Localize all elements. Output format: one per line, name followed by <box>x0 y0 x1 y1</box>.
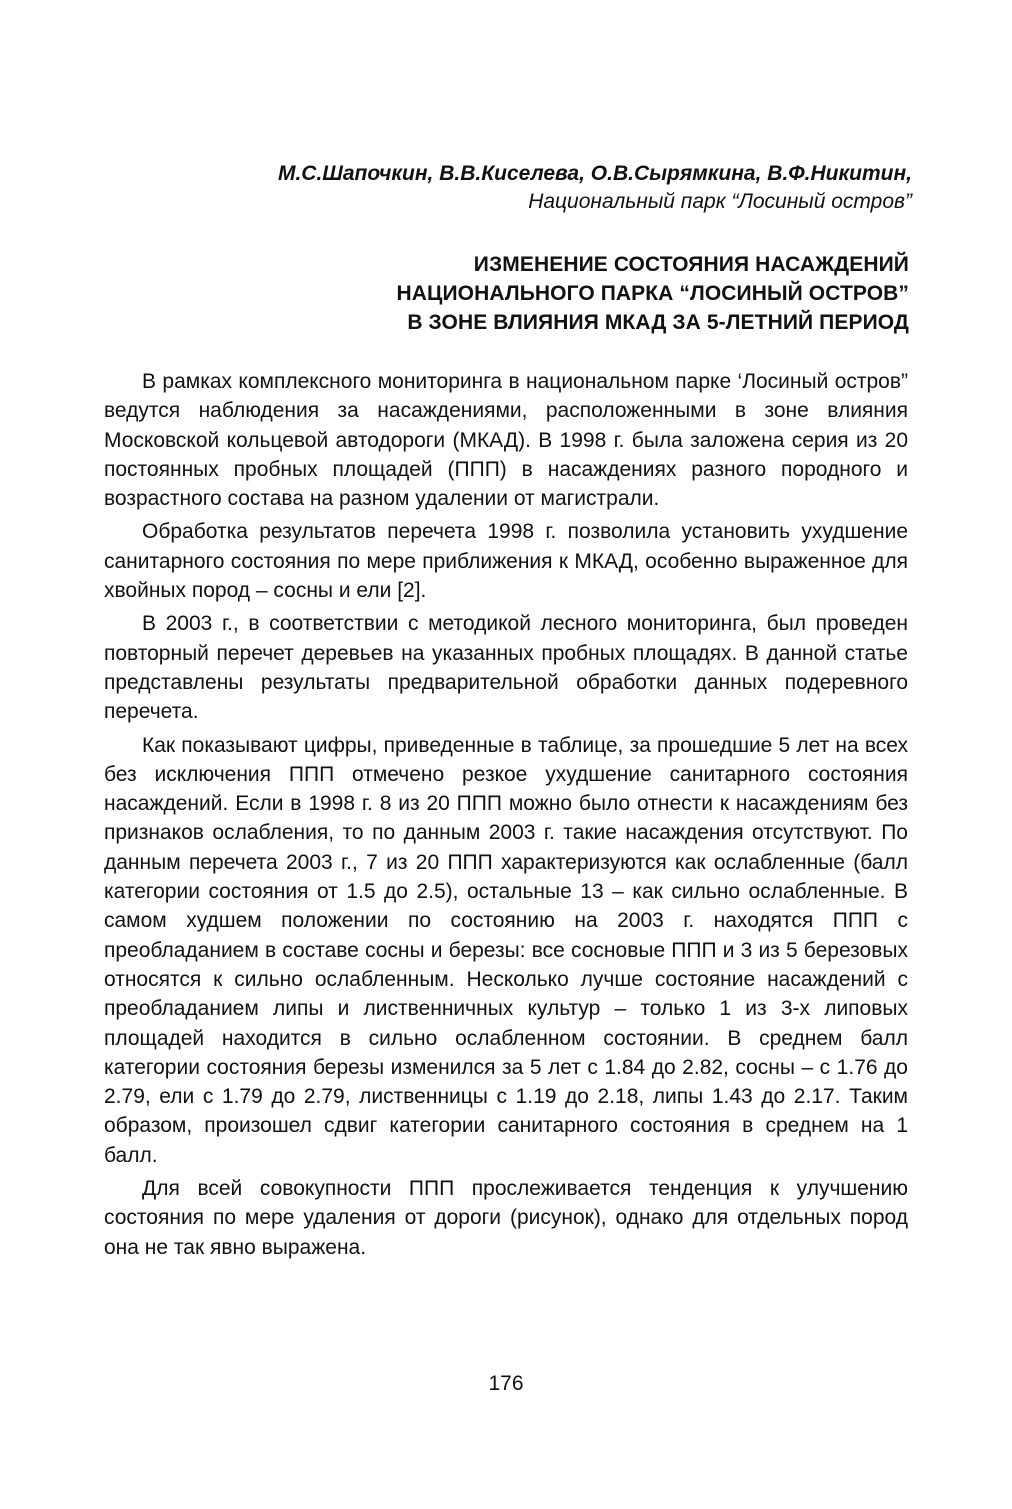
article-body <box>104 367 908 1266</box>
author-affiliation: Национальный парк “Лосиный остров” <box>528 190 912 213</box>
author-block <box>92 160 912 216</box>
body-paragraph: В 2003 г., в соответствии с методикой лесного мониторинга, был проведен повторный перечет деревьев на указанных пробных площадях. В данной статье представлены результаты предварительной обработки данных подеревного перечета. <box>104 612 908 724</box>
title-line: ИЗМЕНЕНИЕ СОСТОЯНИЯ НАСАЖДЕНИЙ <box>473 253 909 276</box>
body-paragraph: Обработка результатов перечета 1998 г. позволила установить ухудшение санитарного состояния по мере приближения к МКАД, особенно выраженное для хвойных пород – сосны и ели [2]. <box>104 520 908 603</box>
body-paragraph: Как показывают цифры, приведенные в таблице, за прошедшие 5 лет на всех без исключения ППП отмечено резкое ухудшение санитарного состояния насаждений. Если в 1998 г. 8 из 20 ППП можно было отнести к насаждениям без признаков ослабления, то по данным 2003 г. такие насаждения отсутствуют. По данным перечета 2003 г., 7 из 20 ППП характеризуются как ослабленные (балл категории состояния от 1.5 до 2.5), остальные 13 – как сильно ослабленные. В самом худшем положении по состоянию на 2003 г. находятся ППП с преобладанием в составе сосны и березы: все сосновые ППП и 3 из 5 березовых относятся к сильно ослабленным. Несколько лучше состояние насаждений с преобладанием липы и лиственничных культур – только 1 из 3-х липовых площадей находится в сильно ослабленном состоянии. В среднем балл категории состояния березы изменился за 5 лет с 1.84 до 2.82, сосны – с 1.76 до 2.79, ели с 1.79 до 2.79, лиственницы с 1.19 до 2.18, липы 1.43 до 2.17. Таким образом, произошел сдвиг категории санитарного состояния в среднем на 1 балл. <box>104 733 908 1167</box>
article-title <box>209 250 909 337</box>
body-paragraph: Для всей совокупности ППП прослеживается тенденция к улучшению состояния по мере удаления от дороги (рисунок), однако для отдельных пород она не так явно выражена. <box>104 1177 908 1259</box>
author-names: М.С.Шапочкин, В.В.Киселева, О.В.Сырямкина, В.Ф.Никитин, <box>277 162 912 185</box>
page-number: 176 <box>488 1372 524 1395</box>
body-paragraph: В рамках комплексного мониторинга в национальном парке ‘Лосиный остров” ведутся наблюдения за насаждениями, расположенными в зоне влияния Московской кольцевой автодороги (МКАД). В 1998 г. была заложена серия из 20 постоянных пробных площадей (ППП) в насаждениях разного породного и возрастного состава на разном удалении от магистрали. <box>104 370 908 511</box>
title-line: НАЦИОНАЛЬНОГО ПАРКА “ЛОСИНЫЙ ОСТРОВ” <box>396 282 909 305</box>
title-line: В ЗОНЕ ВЛИЯНИЯ МКАД ЗА 5-ЛЕТНИЙ ПЕРИОД <box>407 311 909 334</box>
